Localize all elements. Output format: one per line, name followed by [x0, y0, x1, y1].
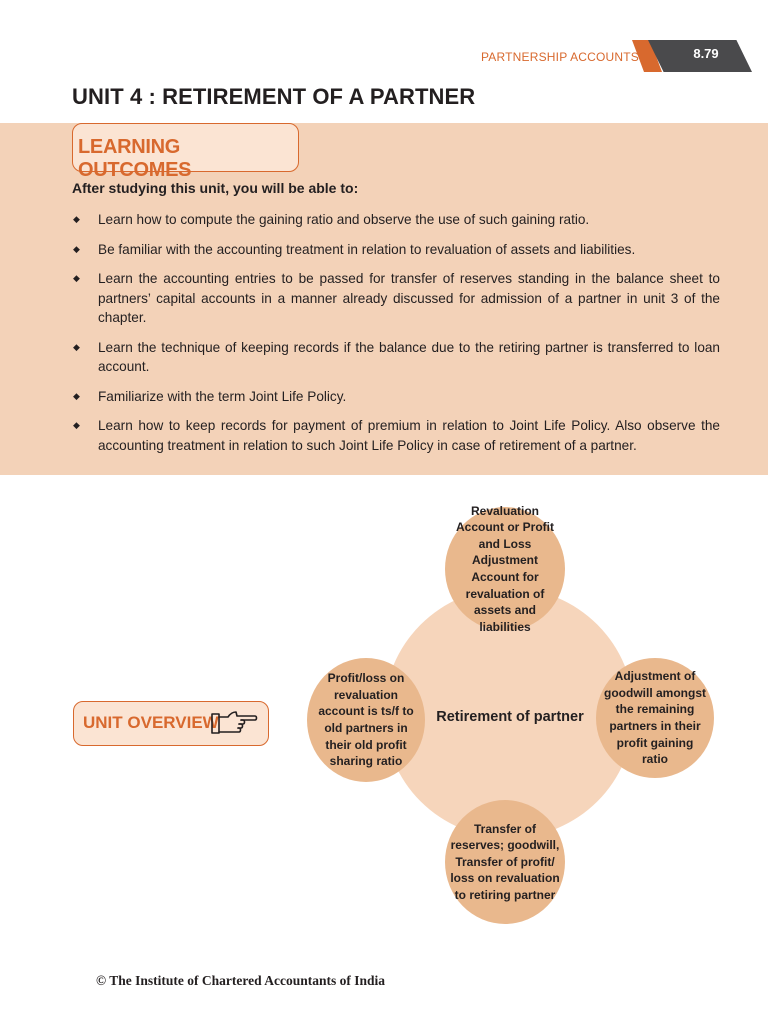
node-goodwill-adjustment: Adjustment of goodwill amongst the remaining partners in their profit gaining ratio [596, 658, 714, 778]
page-number-tab [632, 40, 768, 72]
learning-outcomes-intro: After studying this unit, you will be able to: [72, 180, 359, 196]
node-transfer-to-retiring-partner: Transfer of reserves; goodwill, Transfer of profit/ loss on revaluation to retiring partner [445, 800, 565, 924]
list-item: ◆ Learn the accounting entries to be passed for transfer of reserves standing in the balance sheet to partners’ capital accounts in a manner already discussed for admission of a partner in unit 3 of the chapter. [73, 271, 720, 325]
copyright-footer: © The Institute of Chartered Accountants of India [96, 973, 385, 988]
bullet-diamond-icon: ◆ [73, 341, 80, 352]
node-revaluation-transfer: Profit/loss on revaluation account is ts/f to old partners in their old profit sharing ratio [307, 658, 425, 782]
learning-outcomes-heading: LEARNING OUTCOMES [78, 136, 192, 181]
list-item: ◆ Learn how to keep records for payment of premium in relation to Joint Life Policy. Also observe the accounting treatment in relation to such Joint Life Policy in case of retirement of a partner. [73, 418, 720, 453]
list-item: ◆ Be familiar with the accounting treatment in relation to revaluation of assets and liabilities. [72, 240, 720, 260]
bullet-diamond-icon: ◆ [73, 390, 80, 401]
retirement-diagram [0, 500, 768, 940]
learning-outcomes-heading-box [72, 123, 299, 181]
unit-title: UNIT 4 : RETIREMENT OF A PARTNER [72, 84, 476, 109]
unit-overview-heading: UNIT OVERVIEW [83, 713, 219, 732]
page-number: 8.79 [693, 46, 719, 61]
running-header-section: PARTNERSHIP ACCOUNTS [480, 50, 639, 64]
list-item: ◆ Learn the technique of keeping records if the balance due to the retiring partner is transferred to loan account. [73, 339, 720, 374]
bullet-diamond-icon: ◆ [73, 243, 80, 254]
diagram-center-label: Retirement of partner [436, 709, 584, 725]
bullet-diamond-icon: ◆ [73, 214, 80, 224]
bullet-diamond-icon: ◆ [73, 420, 80, 430]
learning-outcomes-list [72, 210, 720, 465]
list-item: ◆ Familiarize with the term Joint Life Policy. [72, 387, 720, 407]
list-item: ◆ Learn how to compute the gaining ratio and observe the use of such gaining ratio. [72, 210, 720, 230]
bullet-diamond-icon: ◆ [73, 273, 80, 283]
node-revaluation-account: Revaluation Account or Profit and Loss Adjustment Account for revaluation of assets and liabilities [445, 507, 565, 631]
